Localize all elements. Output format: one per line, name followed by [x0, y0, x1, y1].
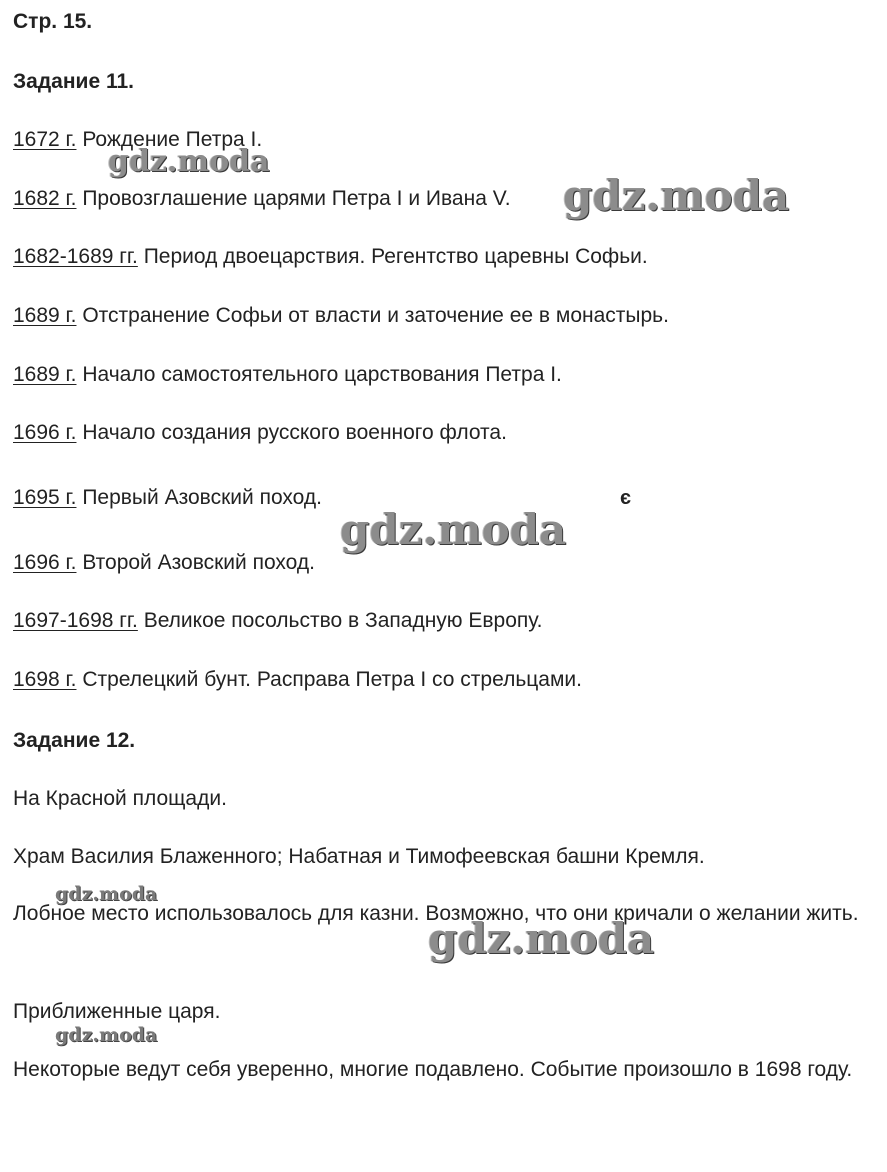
- page-header: Стр. 15.: [13, 10, 93, 33]
- task-12-title: Задание 12.: [13, 729, 136, 752]
- event-line: [13, 609, 543, 633]
- event-date: 1672 г.: [13, 128, 77, 151]
- event-text: Первый Азовский поход.: [76, 486, 322, 509]
- answer-paragraph: Храм Василия Блаженного; Набатная и Тимофеевская башни Кремля.: [13, 845, 705, 868]
- event-text: Отстранение Софьи от власти и заточение ее в монастырь.: [76, 304, 669, 327]
- answer-paragraph: На Красной площади.: [13, 787, 227, 810]
- event-text: Рождение Петра I.: [76, 128, 263, 151]
- event-text: Великое посольство в Западную Европу.: [137, 609, 543, 632]
- event-text: Стрелецкий бунт. Расправа Петра I со стрельцами.: [76, 668, 582, 691]
- event-line: [13, 304, 669, 328]
- event-text: Провозглашение царями Петра I и Ивана V.: [76, 187, 511, 210]
- event-date: 1696 г.: [13, 551, 77, 574]
- event-date: 1689 г.: [13, 304, 77, 327]
- answer-paragraph: Лобное место использовалось для казни. Возможно, что они кричали о желании жить.: [13, 902, 859, 925]
- stray-glyph: є: [620, 487, 632, 509]
- event-line: [13, 551, 315, 575]
- event-line: [13, 486, 322, 510]
- event-text: Начало самостоятельного царствования Петра I.: [76, 363, 562, 386]
- event-line: [13, 668, 582, 692]
- event-text: Начало создания русского военного флота.: [76, 421, 507, 444]
- event-date: 1696 г.: [13, 421, 77, 444]
- event-line: [13, 421, 507, 445]
- event-date: 1697-1698 гг.: [13, 609, 138, 632]
- answer-paragraph: Некоторые ведут себя уверенно, многие подавлено. Событие произошло в 1698 году.: [13, 1058, 853, 1081]
- event-line: [13, 187, 511, 211]
- answer-paragraph: Приближенные царя.: [13, 1000, 221, 1023]
- watermark: gdz.moda: [55, 1024, 158, 1046]
- task-11-title: Задание 11.: [13, 70, 134, 93]
- event-date: 1698 г.: [13, 668, 77, 691]
- event-date: 1695 г.: [13, 486, 77, 509]
- event-line: [13, 363, 562, 387]
- watermark: gdz.moda: [428, 914, 655, 963]
- event-date: 1682-1689 гг.: [13, 245, 138, 268]
- watermark: gdz.moda: [108, 144, 270, 179]
- event-text: Период двоецарствия. Регентство царевны Софьи.: [137, 245, 648, 268]
- event-text: Второй Азовский поход.: [76, 551, 315, 574]
- watermark: gdz.moda: [340, 505, 567, 554]
- event-date: 1689 г.: [13, 363, 77, 386]
- watermark: gdz.moda: [55, 883, 158, 905]
- event-date: 1682 г.: [13, 187, 77, 210]
- watermark: gdz.moda: [563, 171, 790, 220]
- event-line: [13, 245, 648, 269]
